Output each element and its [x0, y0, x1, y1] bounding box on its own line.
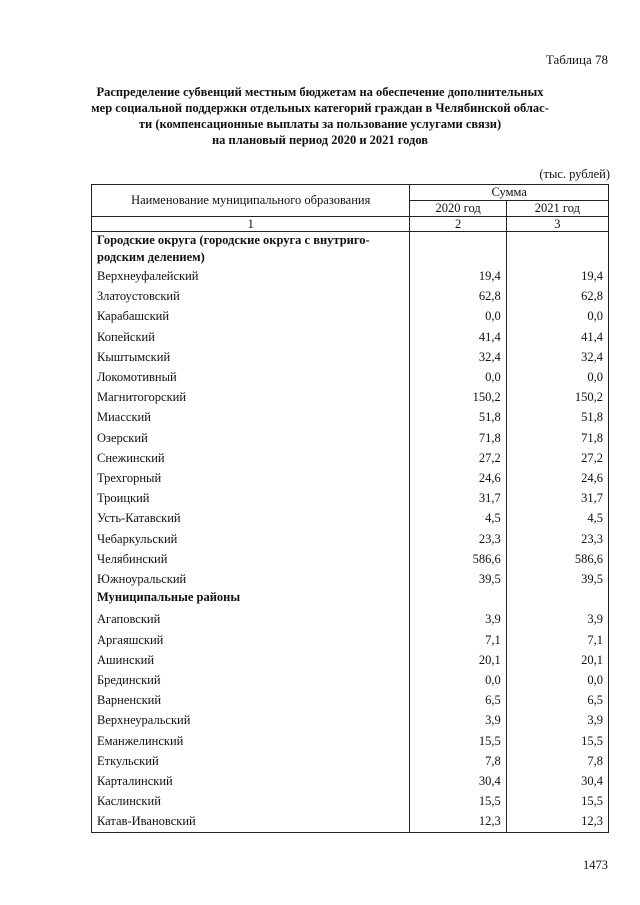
column-number-row: [92, 217, 609, 232]
value-2020: 32,4: [410, 347, 506, 367]
value-2020: 27,2: [410, 448, 506, 468]
value-2020: 31,7: [410, 488, 506, 508]
document-title: [80, 84, 560, 148]
municipality-name: Верхнеуфалейский: [92, 266, 410, 286]
table-row: [92, 286, 609, 306]
value-2020: 7,8: [410, 751, 506, 771]
municipality-name: Катав-Ивановский: [92, 811, 410, 832]
municipality-name: Брединский: [92, 670, 410, 690]
table-row: [92, 569, 609, 589]
value-2021: 4,5: [506, 508, 608, 528]
table-row: [92, 771, 609, 791]
value-2020: 23,3: [410, 529, 506, 549]
value-2021: 3,9: [506, 710, 608, 730]
header-municipality: Наименование муниципального образования: [92, 185, 410, 217]
table-number-label: Таблица 78: [545, 52, 608, 67]
table-row: [92, 731, 609, 751]
value-2020: 71,8: [410, 428, 506, 448]
value-2021: 12,3: [506, 811, 608, 832]
table-row: [92, 508, 609, 528]
value-2021: 586,6: [506, 549, 608, 569]
value-2020: 3,9: [410, 710, 506, 730]
table-row: [92, 347, 609, 367]
table-row: [92, 630, 609, 650]
municipality-name: Копейский: [92, 327, 410, 347]
section-title: Муниципальные районы: [92, 589, 410, 609]
table-row: [92, 367, 609, 387]
value-2021: 0,0: [506, 670, 608, 690]
value-2020: 39,5: [410, 569, 506, 589]
value-2020: 7,1: [410, 630, 506, 650]
value-2020: 586,6: [410, 549, 506, 569]
title-line: мер социальной поддержки отдельных категорий граждан в Челябинской облас-: [91, 101, 549, 115]
table-row: [92, 468, 609, 488]
municipality-name: Чебаркульский: [92, 529, 410, 549]
municipality-name: Южноуральский: [92, 569, 410, 589]
table-row: [92, 670, 609, 690]
table-row: [92, 710, 609, 730]
municipality-name: Варненский: [92, 690, 410, 710]
municipality-name: Карталинский: [92, 771, 410, 791]
value-2020: 30,4: [410, 771, 506, 791]
table-row: [92, 327, 609, 347]
value-2020: 15,5: [410, 731, 506, 751]
value-2021: 7,8: [506, 751, 608, 771]
value-2020: 0,0: [410, 670, 506, 690]
value-2021: 39,5: [506, 569, 608, 589]
section-heading-urban: [92, 232, 609, 267]
municipality-name: Верхнеуральский: [92, 710, 410, 730]
header-sum: Сумма: [410, 185, 609, 201]
value-2021: 3,9: [506, 609, 608, 629]
value-2021: 7,1: [506, 630, 608, 650]
header-year-2020: 2020 год: [410, 201, 506, 217]
municipality-name: Агаповский: [92, 609, 410, 629]
value-2020: 12,3: [410, 811, 506, 832]
title-line: Распределение субвенций местным бюджетам на обеспечение дополнительных: [96, 85, 544, 99]
municipality-name: Усть-Катавский: [92, 508, 410, 528]
value-2021: 20,1: [506, 650, 608, 670]
value-2021: 62,8: [506, 286, 608, 306]
value-2021: 6,5: [506, 690, 608, 710]
municipality-name: Миасский: [92, 407, 410, 427]
municipality-name: Златоустовский: [92, 286, 410, 306]
value-2021: 30,4: [506, 771, 608, 791]
value-2021: 15,5: [506, 791, 608, 811]
municipality-name: Троицкий: [92, 488, 410, 508]
municipality-name: Магнитогорский: [92, 387, 410, 407]
municipality-name: Локомотивный: [92, 367, 410, 387]
municipality-name: Озерский: [92, 428, 410, 448]
section-heading-districts: [92, 589, 609, 609]
value-2021: 51,8: [506, 407, 608, 427]
value-2021: 71,8: [506, 428, 608, 448]
title-line: на плановый период 2020 и 2021 годов: [211, 133, 429, 147]
section-title: [92, 232, 410, 267]
value-2021: 24,6: [506, 468, 608, 488]
municipality-name: Трехгорный: [92, 468, 410, 488]
table-row: [92, 751, 609, 771]
table-row: [92, 306, 609, 326]
value-2021: 15,5: [506, 731, 608, 751]
value-2021: 19,4: [506, 266, 608, 286]
header-year-2021: 2021 год: [506, 201, 608, 217]
table-row: [92, 609, 609, 629]
table-row: [92, 529, 609, 549]
value-2021: 41,4: [506, 327, 608, 347]
municipality-name: Снежинский: [92, 448, 410, 468]
value-2021: 31,7: [506, 488, 608, 508]
column-number: 1: [92, 217, 410, 232]
table-header-row: [92, 185, 609, 201]
municipality-name: Карабашский: [92, 306, 410, 326]
value-2021: 32,4: [506, 347, 608, 367]
table-row: [92, 387, 609, 407]
value-2020: 0,0: [410, 367, 506, 387]
municipality-name: Челябинский: [92, 549, 410, 569]
municipality-name: Аргаяшский: [92, 630, 410, 650]
value-2021: 0,0: [506, 306, 608, 326]
column-number: 2: [410, 217, 506, 232]
value-2020: 4,5: [410, 508, 506, 528]
subvention-table: [91, 184, 609, 833]
value-2020: 51,8: [410, 407, 506, 427]
table-row: [92, 428, 609, 448]
municipality-name: Еманжелинский: [92, 731, 410, 751]
value-2020: 19,4: [410, 266, 506, 286]
value-2021: 27,2: [506, 448, 608, 468]
table-row: [92, 448, 609, 468]
municipality-name: Еткульский: [92, 751, 410, 771]
table-row: [92, 407, 609, 427]
value-2020: 62,8: [410, 286, 506, 306]
value-2021: 150,2: [506, 387, 608, 407]
value-2020: 6,5: [410, 690, 506, 710]
table-row: [92, 690, 609, 710]
value-2021: 23,3: [506, 529, 608, 549]
value-2021: 0,0: [506, 367, 608, 387]
column-number: 3: [506, 217, 608, 232]
value-2020: 15,5: [410, 791, 506, 811]
title-line: ти (компенсационные выплаты за пользование услугами связи): [138, 117, 502, 131]
municipality-name: Каслинский: [92, 791, 410, 811]
units-label: (тыс. рублей): [539, 167, 610, 181]
section-title-line: Городские округа (городские округа с внутриго-: [97, 233, 370, 247]
value-2020: 0,0: [410, 306, 506, 326]
value-2020: 150,2: [410, 387, 506, 407]
table-row: [92, 549, 609, 569]
value-2020: 24,6: [410, 468, 506, 488]
value-2020: 20,1: [410, 650, 506, 670]
municipality-name: Ашинский: [92, 650, 410, 670]
section-title-line: родским делением): [97, 250, 205, 264]
table-row: [92, 488, 609, 508]
value-2020: 41,4: [410, 327, 506, 347]
value-2020: 3,9: [410, 609, 506, 629]
table-row: [92, 811, 609, 832]
page-number: 1473: [583, 858, 608, 872]
municipality-name: Кыштымский: [92, 347, 410, 367]
table-row: [92, 650, 609, 670]
table-row: [92, 791, 609, 811]
table-row: [92, 266, 609, 286]
